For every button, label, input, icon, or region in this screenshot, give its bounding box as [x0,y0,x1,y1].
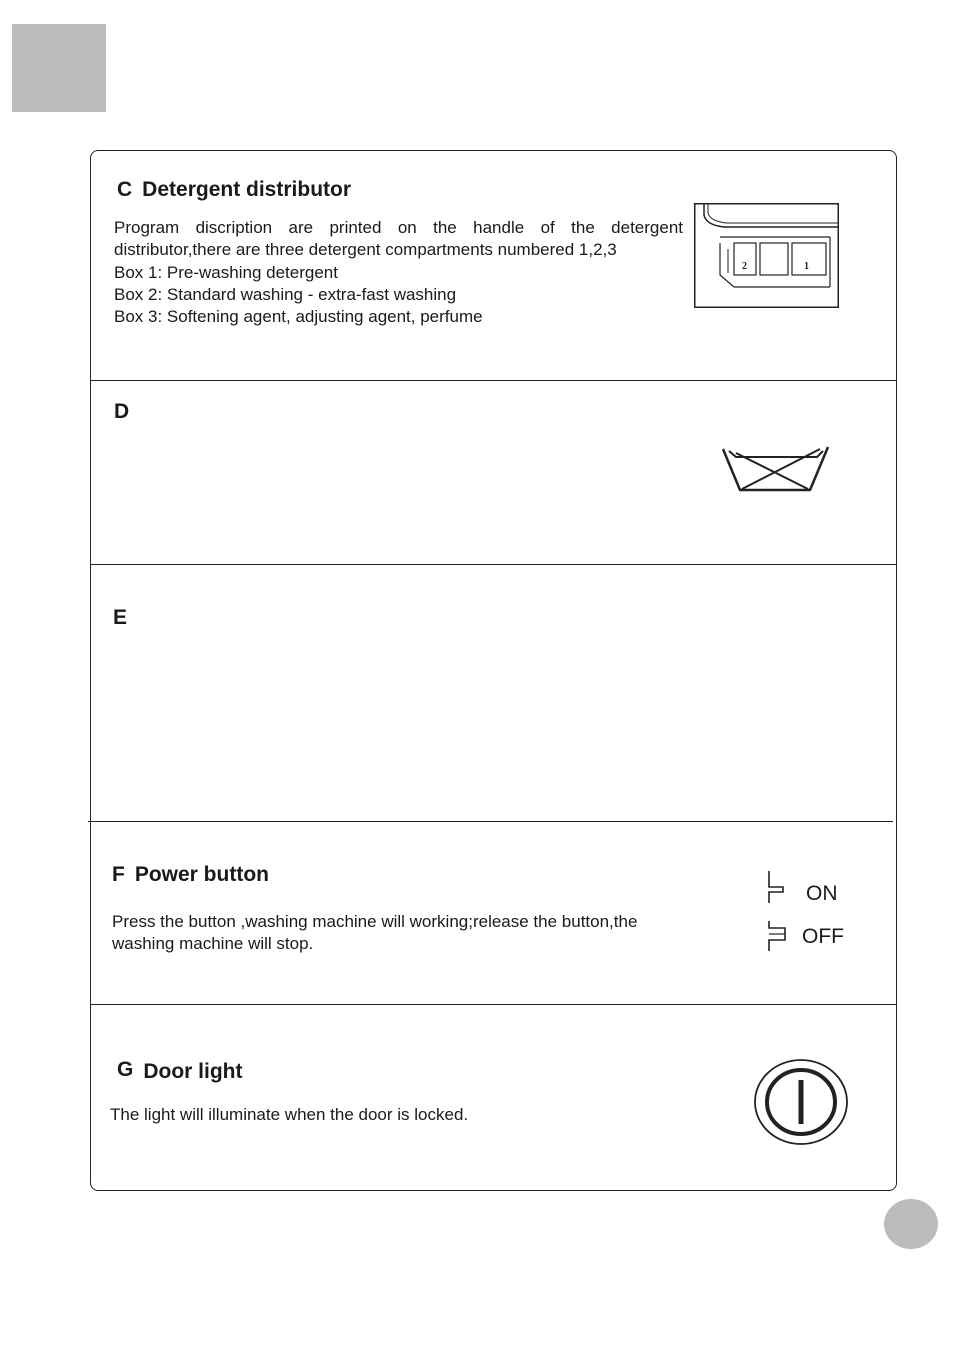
power-symbol-icon [752,1058,850,1146]
section-c-line: Program discription are printed on the handle of the detergent [114,218,683,237]
section-g-description [110,1104,468,1126]
page-number-marker [884,1199,938,1249]
section-f-letter: F [112,863,125,886]
divider-e-f [88,821,893,822]
push-switch-off-icon [764,920,790,952]
section-g-title: Door light [143,1060,243,1083]
section-g-text: The light will illuminate when the door is locked. [110,1105,469,1124]
divider-d-e [91,564,897,565]
section-e-letter: E [113,606,128,629]
section-c-description [114,217,683,328]
section-d-heading [114,400,129,424]
detergent-drawer-figure [694,203,840,309]
push-switch-on-icon [764,870,786,904]
compartment-label-1: 1 [804,261,809,272]
section-f-title: Power button [134,863,269,886]
section-c-line: Box 1: Pre-washing detergent [114,262,338,282]
section-f-heading [112,863,269,887]
section-c-letter: C [117,178,133,201]
divider-f-g [91,1004,897,1005]
section-f-line: washing machine will stop. [112,934,314,954]
section-d-letter: D [114,400,130,423]
section-e-heading [113,606,127,630]
section-f-line: Press the button ,washing machine will working;release the button,the [112,912,638,931]
section-g-letter: G [117,1058,134,1081]
off-label: OFF [802,925,844,948]
section-g-heading [117,1058,243,1082]
divider-c-d [91,380,897,381]
compartment-label-2: 2 [742,261,747,272]
section-c-line: Box 3: Softening agent, adjusting agent, perfume [114,307,483,327]
section-c-title: Detergent distributor [142,178,352,201]
section-c-line: Box 2: Standard washing - extra-fast washing [114,284,457,304]
on-label: ON [806,882,838,905]
no-wash-icon [722,445,830,493]
section-f-description [112,911,637,956]
section-c-heading [117,178,351,202]
section-c-line: distributor,there are three detergent compartments numbered 1,2,3 [114,240,617,260]
corner-marker [12,24,106,112]
